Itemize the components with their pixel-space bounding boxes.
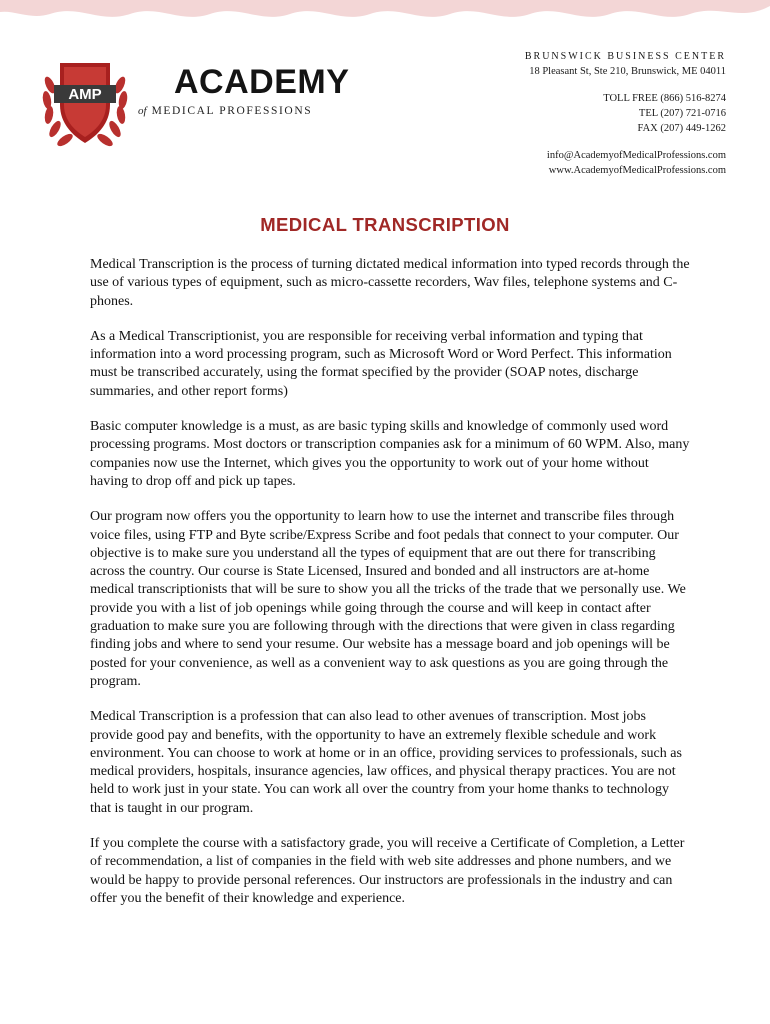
page-title: MEDICAL TRANSCRIPTION: [260, 214, 510, 235]
toll-free-phone: TOLL FREE (866) 516-8274: [603, 93, 726, 104]
paragraph: Basic computer knowledge is a must, as are basic typing skills and knowledge of commonly used word processing programs. Most doctors or transcription companies ask for a minimum of 60 WPM. Also, many companies now use the Internet, which gives you the opportunity to work out of your home without having to drop off and pick up tapes.: [90, 419, 690, 489]
address: 18 Pleasant St, Ste 210, Brunswick, ME 04011: [529, 66, 726, 77]
logo-subtitle-rest: MEDICAL PROFESSIONS: [151, 105, 313, 117]
paragraph: As a Medical Transcriptionist, you are responsible for receiving verbal information and typing that information into a word processing program, such as Microsoft Word or Word Perfect. This information must be transcribed accurately, using the format specified by the provider (SOAP notes, discharge summaries, and other report forms): [90, 328, 672, 399]
contact-info: [525, 49, 726, 178]
logo-subtitle: [138, 105, 312, 117]
academy-logo: [40, 55, 350, 155]
paragraph: Medical Transcription is a profession that can also lead to other avenues of transcription. Most jobs provide good pay and benefits, with the opportunity to have an extremely flexible schedule and work environment. You can choose to work at home or in an office, providing services to professionals, such as medical providers, hospitals, insurance agencies, law offices, and physical therapy practices. You are not held to work just in your state. You can work all over the country from your home thanks to technology that is taught in our program.: [90, 709, 682, 816]
fax: FAX (207) 449-1262: [637, 123, 726, 134]
logo-subtitle-of: of: [138, 105, 147, 117]
paragraph: Medical Transcription is the process of turning dictated medical information into typed records through the use of various types of equipment, such as micro-cassette recorders, Wav files, telephone systems and C-phones.: [90, 257, 690, 309]
logo-wordmark: ACADEMY: [174, 63, 350, 101]
paragraph: If you complete the course with a satisfactory grade, you will receive a Certificate of Completion, a Letter of recommendation, a list of companies in the field with web site addresses and phone numbers, and we would be happy to provide personal references. Our instructors are professionals in the industry and can offer you the benefit of their knowledge and experience.: [90, 836, 685, 906]
email-link[interactable]: info@AcademyofMedicalProfessions.com: [546, 150, 726, 161]
website-link[interactable]: www.AcademyofMedicalProfessions.com: [548, 165, 726, 176]
document-body: [90, 256, 690, 925]
emblem-text: AMP: [68, 86, 102, 103]
top-wave-decoration: [0, 0, 770, 26]
business-center-name: BRUNSWICK BUSINESS CENTER: [524, 51, 726, 62]
amp-shield-emblem: [40, 55, 130, 155]
paragraph: Our program now offers you the opportunity to learn how to use the internet and transcribe files through voice files, using FTP and Byte scribe/Express Scribe and foot pedals that connect to your computer. Our objective is to make sure you understand all the types of equipment that are out there for transcribing across the country. Our course is State Licensed, Insured and bonded and all instructors are at-home medical transcriptionists that will be sure to show you all the tricks of the trade that we personally use. We provide you with a list of job openings while going through the course and will keep in contact after graduation to make sure you are following through with the directions that were given in class regarding finding jobs and where to send your resume. Our website has a message board and job openings will be posted for your convenience, as well as a convenient way to ask questions as you are going through the program.: [90, 509, 686, 689]
telephone: TEL (207) 721-0716: [638, 108, 726, 119]
